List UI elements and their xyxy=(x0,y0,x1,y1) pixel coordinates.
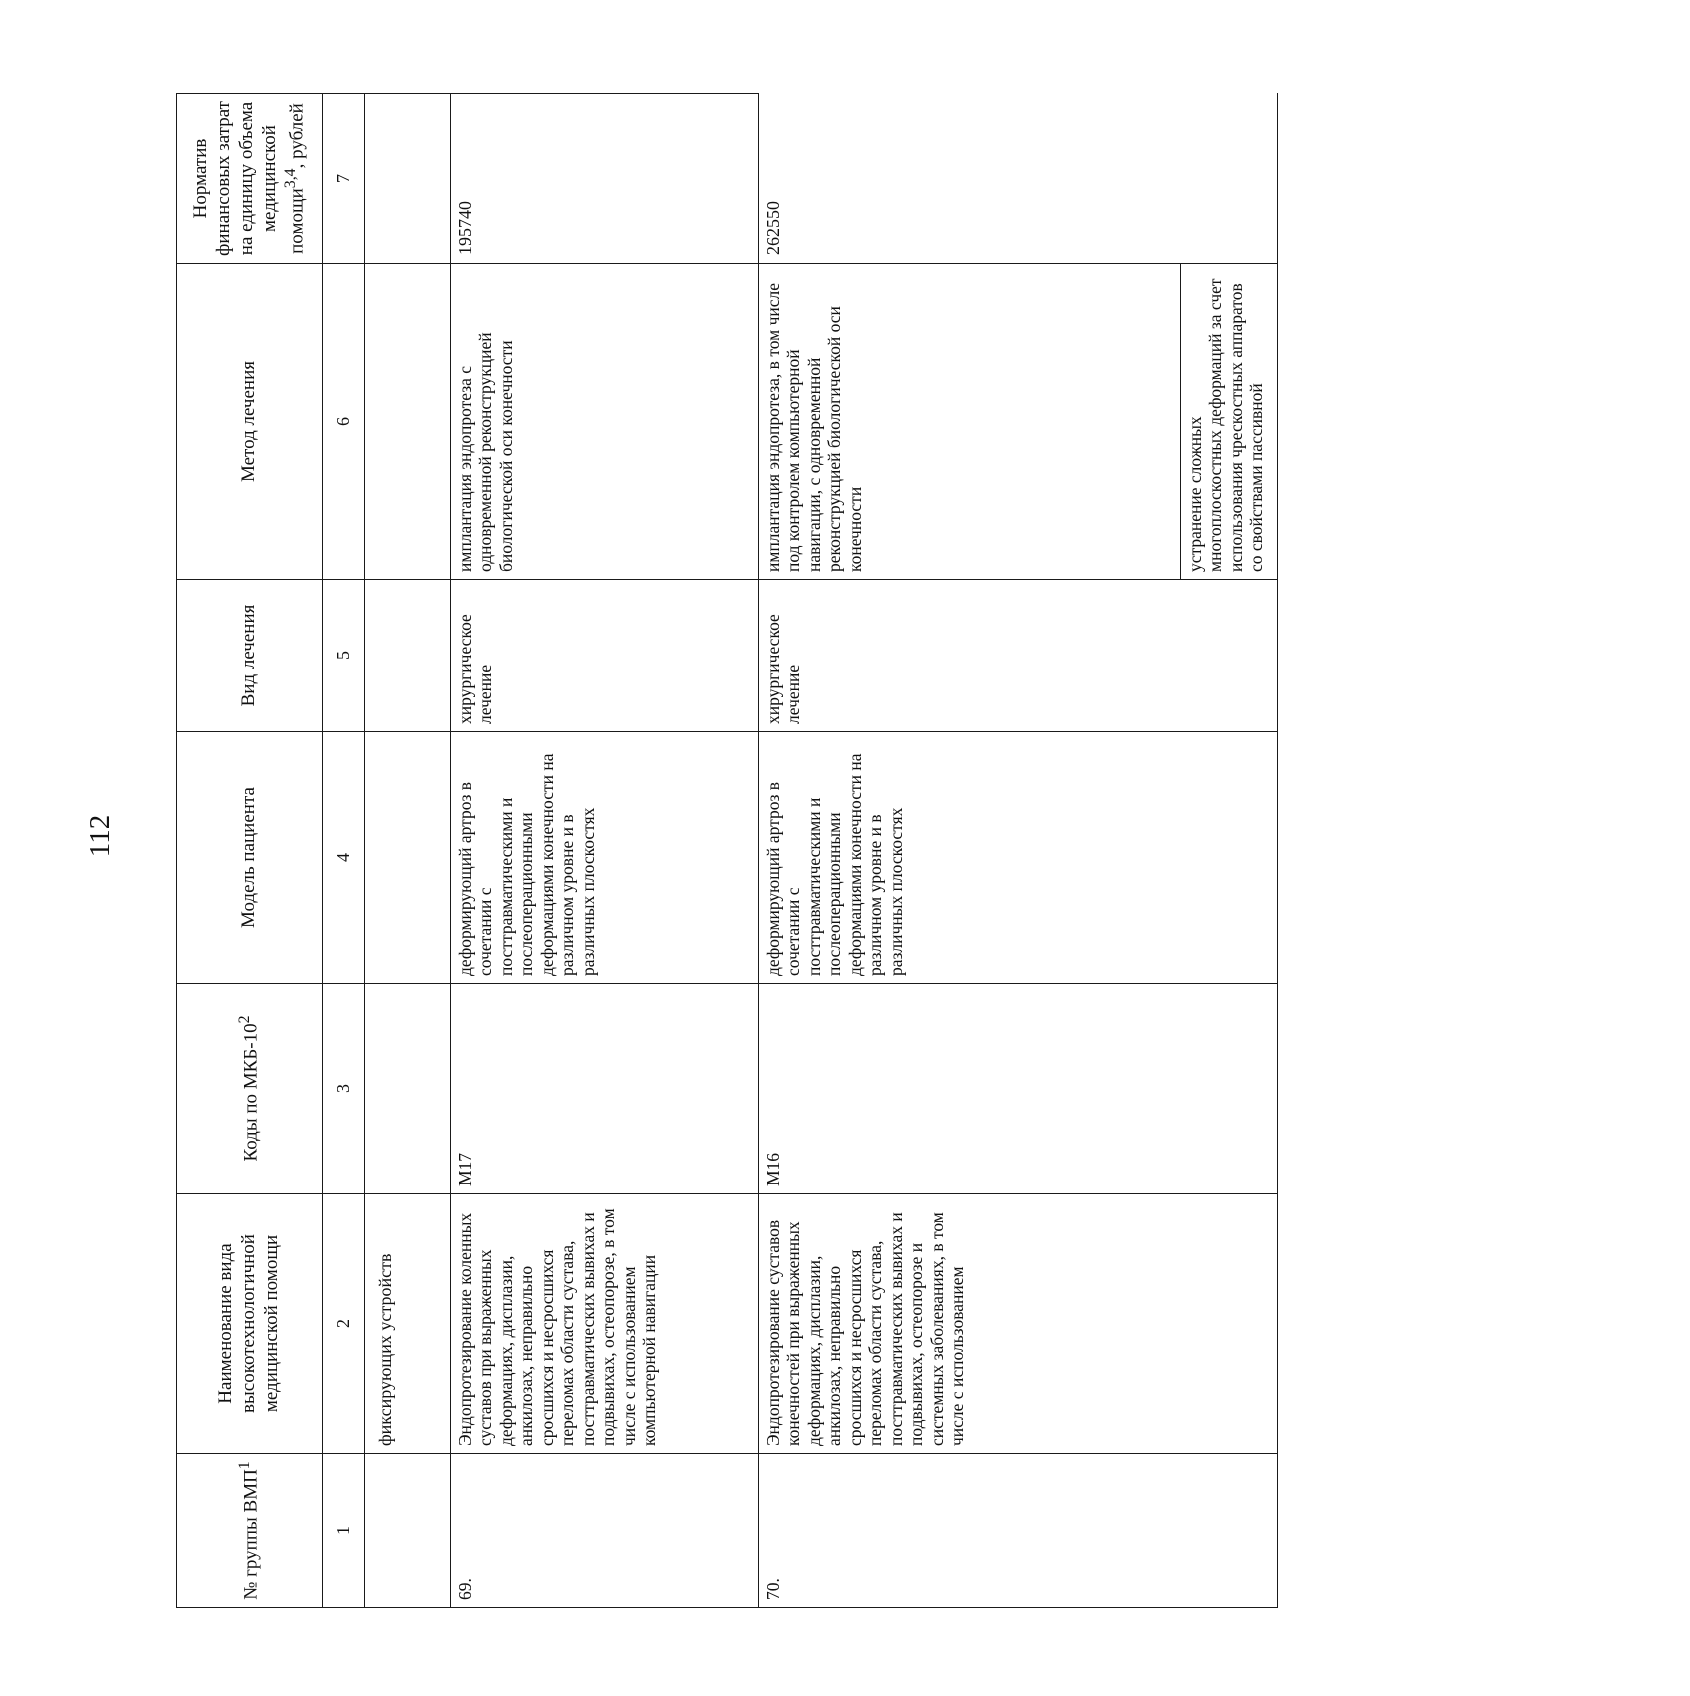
vmp-name-cell: Эндопротезирование суставов конечностей при выраженных деформациях, дисплазии, анкилозах, неправильно сросшихся и несросшихся переломах области сустава, посттравматических вывихах и подвывихах, остеопорозе и системных заболеваниях, в том числе с использованием xyxy=(759,1194,1278,1454)
treatment-method-1: имплантация эндопротеза, в том числе под контролем компьютерной навигации, с одновременной реконструкцией биологической оси конечности xyxy=(763,282,865,572)
cost-norm-cell: 195740 xyxy=(451,94,759,264)
header-group-number: № группы ВМП$^1$ xyxy=(177,1454,323,1608)
column-number: 5 xyxy=(323,580,365,732)
vmp-table xyxy=(176,93,1278,1608)
column-number-row xyxy=(323,94,365,1608)
column-number: 4 xyxy=(323,732,365,984)
column-number: 6 xyxy=(323,264,365,580)
header-row xyxy=(177,94,323,1608)
section-empty-cell xyxy=(365,94,451,264)
treatment-type-cell: хирургическое лечение xyxy=(451,580,759,732)
group-number-cell: 69. xyxy=(451,1454,759,1608)
treatment-method-cell xyxy=(759,264,1278,580)
section-empty-cell xyxy=(365,732,451,984)
treatment-method-cell: имплантация эндопротеза с одновременной реконструкцией биологической оси конечности xyxy=(451,264,759,580)
treatment-method-split xyxy=(759,264,1277,579)
vmp-name-cell: Эндопротезирование коленных суставов при выраженных деформациях, дисплазии, анкилозах, неправильно сросшихся и несросшихся переломах области сустава, посттравматических вывихах и подвывихах, остеопорозе, в том числе с использованием компьютерной навигации xyxy=(451,1194,759,1454)
treatment-method-2: устранение сложных многоплоскостных деформаций за счет использования чрескостных аппаратов со свойствами пассивной xyxy=(1180,264,1277,579)
icd-code-cell: M17 xyxy=(451,984,759,1194)
column-number: 2 xyxy=(323,1194,365,1454)
section-empty-cell xyxy=(365,580,451,732)
section-empty-cell xyxy=(365,984,451,1194)
group-number-cell: 70. xyxy=(759,1454,1278,1608)
treatment-type-cell: хирургическое лечение xyxy=(759,580,1278,732)
column-number: 7 xyxy=(323,94,365,264)
page-number: 112 xyxy=(84,814,116,858)
icd-code-cell: M16 xyxy=(759,984,1278,1194)
header-cost-norm: Норматив финансовых затрат на единицу объема медицинской помощи$^{3,4}$, рублей xyxy=(177,94,323,264)
header-icd-codes: Коды по МКБ-$10^2$ xyxy=(177,984,323,1194)
column-number: 3 xyxy=(323,984,365,1194)
cost-norm-cell: 262550 xyxy=(759,94,1278,264)
section-continuation-text: фиксирующих устройств xyxy=(365,1194,451,1454)
section-empty-cell xyxy=(365,264,451,580)
rotated-table-container xyxy=(176,94,1690,1600)
patient-model-cell: деформирующий артроз в сочетании с посттравматическими и послеоперационными деформациями конечности на различном уровне и в различных плоскостях xyxy=(451,732,759,984)
patient-model-cell: деформирующий артроз в сочетании с посттравматическими и послеоперационными деформациями конечности на различном уровне и в различных плоскостях xyxy=(759,732,1278,984)
column-number: 1 xyxy=(323,1454,365,1608)
table-row-69 xyxy=(451,94,759,1608)
header-patient-model: Модель пациента xyxy=(177,732,323,984)
header-vmp-name: Наименование вида высокотехнологичной медицинской помощи xyxy=(177,1194,323,1454)
header-treatment-method: Метод лечения xyxy=(177,264,323,580)
table-row-70 xyxy=(759,94,1278,1608)
section-empty-cell xyxy=(365,1454,451,1608)
section-continuation-row xyxy=(365,94,451,1608)
header-treatment-type: Вид лечения xyxy=(177,580,323,732)
